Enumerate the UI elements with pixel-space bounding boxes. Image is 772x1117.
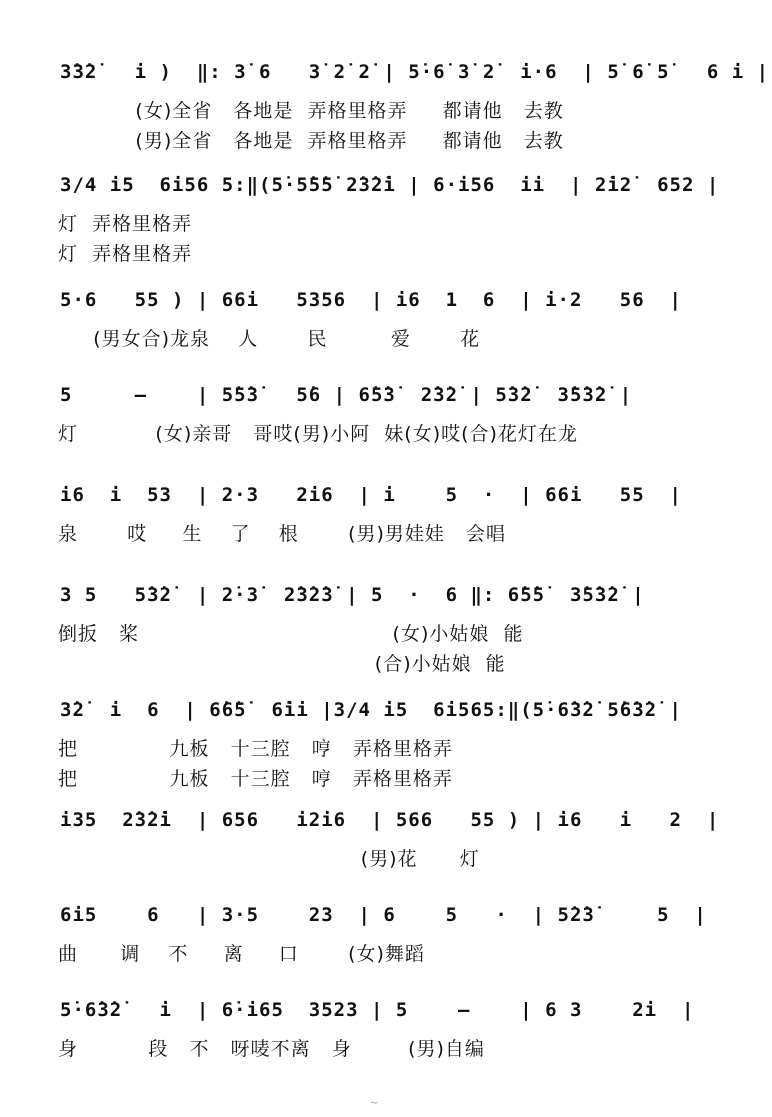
lyric-line: (合)小姑娘 能 [58, 653, 506, 675]
notation-line: 6i5 6 | 3·5 23 | 6 5 · | 5̇2̇3̇ 5 | [60, 904, 707, 926]
lyric-line: 身 段 不 呀唛不离 身 (男)自编 [58, 1038, 485, 1060]
lyric-line: 倒扳 桨 (女)小姑娘 能 [58, 623, 524, 645]
score-system-7 [0, 690, 772, 790]
lyric-line: 把 九板 十三腔 哼 弄格里格弄 [58, 738, 453, 760]
score-system-5 [0, 475, 772, 565]
score-system-1 [0, 52, 772, 152]
notation-line: 3̇3̇2̇ i ) ‖: 3̇ 6 3̇ 2̇ 2̇ | 5̇·6̇ 3̇ 2̇ i·6 | 5̇ 6̇ 5̇ 6 i | [60, 61, 770, 83]
lyric-line-male: (男)全省 各地是 弄格里格弄 都请他 去教 [58, 130, 564, 152]
score-system-9 [0, 895, 772, 985]
score-system-4 [0, 375, 772, 465]
notation-line: 5·6 55 ) | 66i 5356 | i6 1 6 | i·2 56 | [60, 289, 682, 311]
notation-line: 3̇2̇ i 6 | 6̇6̇5̇ 6̇ii |3/4 i5 6i565:‖(5̇·6̇3̇2̇ 5̇6̇3̇2̇ | [60, 699, 682, 721]
score-system-3 [0, 280, 772, 370]
lyric-line: 灯 弄格里格弄 [58, 213, 193, 235]
notation-line: i35 2̇3̇2̇i | 656 i2i6 | 566 55 ) | i6 i 2 | [60, 809, 720, 831]
page-footer-mark: ~ [370, 1098, 379, 1109]
lyric-line: 灯 (女)亲哥 哥哎(男)小阿 妹(女)哎(合)花灯在龙 [58, 423, 578, 445]
lyric-line: 泉 哎 生 了 根 (男)男娃娃 会唱 [58, 523, 507, 545]
notation-line: 3 5 5̇3̇2̇ | 2̇·3̇ 2̇3̇2̇3̇ | 5 · 6 ‖: 6̇5̇5̇ 3̇5̇3̇2̇ | [60, 584, 645, 606]
lyric-line: 把 九板 十三腔 哼 弄格里格弄 [58, 768, 453, 790]
notation-line: 5 — | 5̇5̇3̇ 5̇6 | 6̇5̇3̇ 2̇3̇2̇ | 5̇3̇2̇ 3̇5̇3̇2̇ | [60, 384, 633, 406]
score-system-2 [0, 165, 772, 265]
lyric-line: (男女合)龙泉 人 民 爱 花 [58, 328, 481, 350]
lyric-line: 灯 弄格里格弄 [58, 243, 193, 265]
score-system-6 [0, 575, 772, 675]
notation-line: 5̇·6̇3̇2̇ i | 6̇·i65 3523 | 5 — | 6 3 2i | [60, 999, 695, 1021]
score-system-10 [0, 990, 772, 1080]
lyric-line: (男)花 灯 [58, 848, 480, 870]
notation-line: i6 i 53 | 2·3 2i6 | i 5 · | 66i 55 | [60, 484, 682, 506]
score-system-8 [0, 800, 772, 890]
notation-line: 3/4 i5 6i56 5:‖(5̇·5̇5̇5̇ 2̇3̇2̇i | 6·i56 ii | 2̇i2̇ 652 | [60, 174, 720, 196]
lyric-line-female: (女)全省 各地是 弄格里格弄 都请他 去教 [58, 100, 564, 122]
lyric-line: 曲 调 不 离 口 (女)舞蹈 [58, 943, 425, 965]
